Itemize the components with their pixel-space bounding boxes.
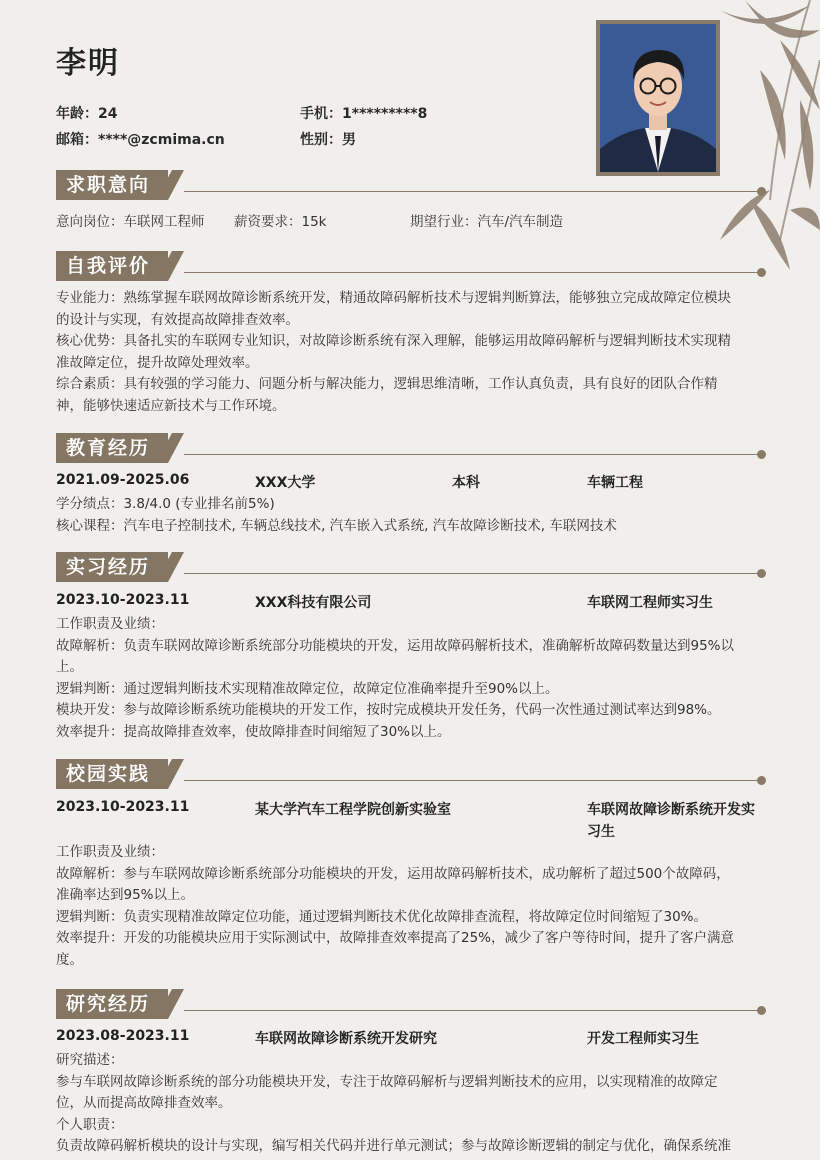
section-header-self [56, 251, 766, 281]
text-line: 逻辑判断：负责实现精准故障定位功能，通过逻辑判断技术优化故障排查流程，将故障定位时间缩短了30%。 [56, 908, 708, 925]
text-line: 研究描述： [56, 1052, 124, 1068]
education-details [56, 494, 768, 537]
intent-salary: 薪资要求：15k [234, 214, 327, 230]
section-header-intent [56, 170, 766, 200]
divider-dot [757, 187, 766, 196]
text-line: 综合素质：具有较强的学习能力、问题分析与解决能力，逻辑思维清晰，工作认真负责，具有良好的团队合作精 [56, 376, 718, 392]
text-line: 核心课程：汽车电子控制技术, 车辆总线技术, 汽车嵌入式系统, 汽车故障诊断技术, 车联网技术 [56, 517, 617, 534]
campus-details [56, 842, 768, 971]
research-details [56, 1050, 768, 1158]
education-major: 车辆工程 [587, 475, 643, 491]
section-title: 自我评价 [56, 251, 168, 281]
text-line: 位，从而提高故障排查效率。 [56, 1095, 232, 1111]
internship-role: 车联网工程师实习生 [587, 595, 713, 611]
section-title: 研究经历 [56, 989, 168, 1019]
text-line: 负责故障码解析模块的设计与实现，编写相关代码并进行单元测试；参与故障诊断逻辑的制定与优化，确保系统准 [56, 1138, 731, 1154]
internship-details [56, 614, 768, 743]
self-evaluation-text [56, 288, 768, 417]
divider-dot [757, 1006, 766, 1015]
campus-period: 2023.10-2023.11 [56, 799, 190, 815]
section-header-education [56, 433, 766, 463]
intent-position: 意向岗位：车联网工程师 [56, 214, 205, 230]
portrait-icon [600, 24, 716, 172]
text-line: 专业能力：熟练掌握车联网故障诊断系统开发，精通故障码解析技术与逻辑判断算法，能够独立完成故障定位模块 [56, 290, 731, 306]
text-line: 逻辑判断：通过逻辑判断技术实现精准故障定位，故障定位准确率提升至90%以上。 [56, 680, 559, 697]
intent-industry: 期望行业：汽车/汽车制造 [410, 214, 564, 230]
text-line: 工作职责及业绩： [56, 844, 164, 860]
text-line: 模块开发：参与故障诊断系统功能模块的开发工作，按时完成模块开发任务，代码一次性通过测试率达到98%。 [56, 702, 721, 718]
divider [184, 454, 758, 455]
education-degree: 本科 [452, 475, 480, 491]
internship-company: XXX科技有限公司 [255, 595, 372, 611]
email-info: 邮箱：****@zcmima.cn [56, 132, 225, 148]
divider [184, 573, 758, 574]
section-title: 实习经历 [56, 552, 168, 582]
text-line: 个人职责： [56, 1116, 124, 1133]
text-line: 上。 [56, 659, 83, 675]
internship-period: 2023.10-2023.11 [56, 592, 190, 608]
text-line: 故障解析：参与车联网故障诊断系统部分功能模块的开发，运用故障码解析技术，成功解析了超过500个故障码， [56, 865, 730, 882]
text-line: 的设计与实现，有效提高故障排查效率。 [56, 311, 299, 328]
profile-photo [596, 20, 720, 176]
text-line: 工作职责及业绩： [56, 616, 164, 632]
divider [184, 272, 758, 273]
gender-info: 性别：男 [300, 132, 356, 148]
research-project: 车联网故障诊断系统开发研究 [255, 1031, 437, 1047]
education-school: XXX大学 [255, 475, 316, 491]
section-header-internship [56, 552, 766, 582]
divider [184, 191, 758, 192]
research-period: 2023.08-2023.11 [56, 1028, 190, 1044]
section-header-research [56, 989, 766, 1019]
section-header-campus [56, 759, 766, 789]
text-line: 学分绩点：3.8/4.0 (专业排名前5%) [56, 496, 275, 512]
text-line: 参与车联网故障诊断系统的部分功能模块开发，专注于故障码解析与逻辑判断技术的应用，以实现精准的故障定 [56, 1073, 718, 1090]
divider-dot [757, 569, 766, 578]
divider-dot [757, 268, 766, 277]
text-line: 效率提升：提高故障排查效率，使故障排查时间缩短了30%以上。 [56, 723, 451, 740]
text-line: 故障解析：负责车联网故障诊断系统部分功能模块的开发，运用故障码解析技术，准确解析故障码数量达到95%以 [56, 637, 735, 654]
candidate-name: 李明 [56, 46, 120, 81]
text-line: 神，能够快速适应新技术与工作环境。 [56, 397, 286, 414]
phone-info: 手机：1*********8 [300, 106, 428, 122]
text-line: 准故障定位，提升故障处理效率。 [56, 354, 259, 371]
divider-dot [757, 450, 766, 459]
campus-role: 车联网故障诊断系统开发实 习生 [587, 802, 755, 840]
text-line: 准确率达到95%以上。 [56, 887, 195, 903]
section-title: 求职意向 [56, 170, 168, 200]
text-line: 效率提升：开发的功能模块应用于实际测试中，故障排查效率提高了25%，减少了客户等待时间，提升了客户满意 [56, 930, 735, 946]
education-period: 2021.09-2025.06 [56, 472, 190, 488]
campus-org: 某大学汽车工程学院创新实验室 [255, 802, 451, 818]
section-title: 校园实践 [56, 759, 168, 789]
research-role: 开发工程师实习生 [587, 1031, 699, 1047]
divider [184, 1010, 758, 1011]
divider-dot [757, 776, 766, 785]
divider [184, 780, 758, 781]
section-title: 教育经历 [56, 433, 168, 463]
text-line: 度。 [56, 951, 83, 968]
text-line: 核心优势：具备扎实的车联网专业知识，对故障诊断系统有深入理解，能够运用故障码解析与逻辑判断技术实现精 [56, 333, 731, 349]
age-info: 年龄：24 [56, 106, 118, 122]
